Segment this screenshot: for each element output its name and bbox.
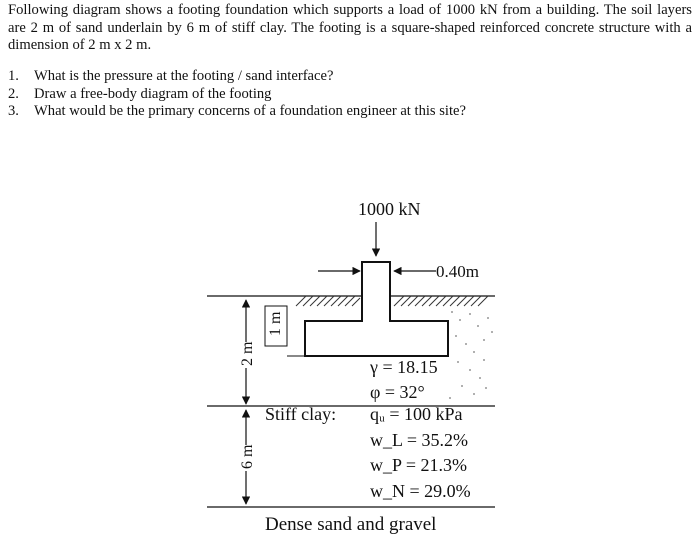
bottom-layer-label: Dense sand and gravel: [265, 514, 437, 535]
clay-layer-label: 6 m: [239, 444, 256, 469]
question-number: 3.: [8, 103, 19, 119]
question-text: What is the pressure at the footing / sand interface?: [34, 68, 334, 84]
question-number: 1.: [8, 68, 19, 84]
sand-stipple: [449, 311, 493, 399]
clay-wp: w_P = 21.3%: [370, 455, 467, 475]
clay-title: Stiff clay:: [265, 404, 337, 424]
question-text: What would be the primary concerns of a foundation engineer at this site?: [34, 103, 466, 119]
clay-wl: w_L = 35.2%: [370, 430, 468, 450]
depth-footing-label: 1 m: [267, 311, 284, 336]
sand-phi: φ = 32°: [370, 382, 425, 402]
clay-qu: qᵤ = 100 kPa: [370, 404, 463, 424]
problem-intro: Following diagram shows a footing foundation which supports a load of 1000 kN from a building. The soil layers are 2 m of sand underlain by 6 m of stiff clay. The footing is a square-shaped reinforced concrete structure with a dimension of 2 m x 2 m.: [8, 2, 692, 53]
column-width-label: 0.40m: [436, 262, 479, 281]
clay-wn: w_N = 29.0%: [370, 481, 471, 501]
sand-layer-label: 2 m: [239, 341, 256, 366]
sand-gamma: γ = 18.15: [370, 357, 438, 377]
question-number: 2.: [8, 85, 19, 102]
question-text: Draw a free-body diagram of the footing: [34, 85, 272, 102]
footing-outline: [305, 262, 448, 356]
ground-hatch-right: [394, 296, 488, 306]
load-label: 1000 kN: [358, 199, 421, 219]
ground-hatch-left: [296, 296, 360, 306]
